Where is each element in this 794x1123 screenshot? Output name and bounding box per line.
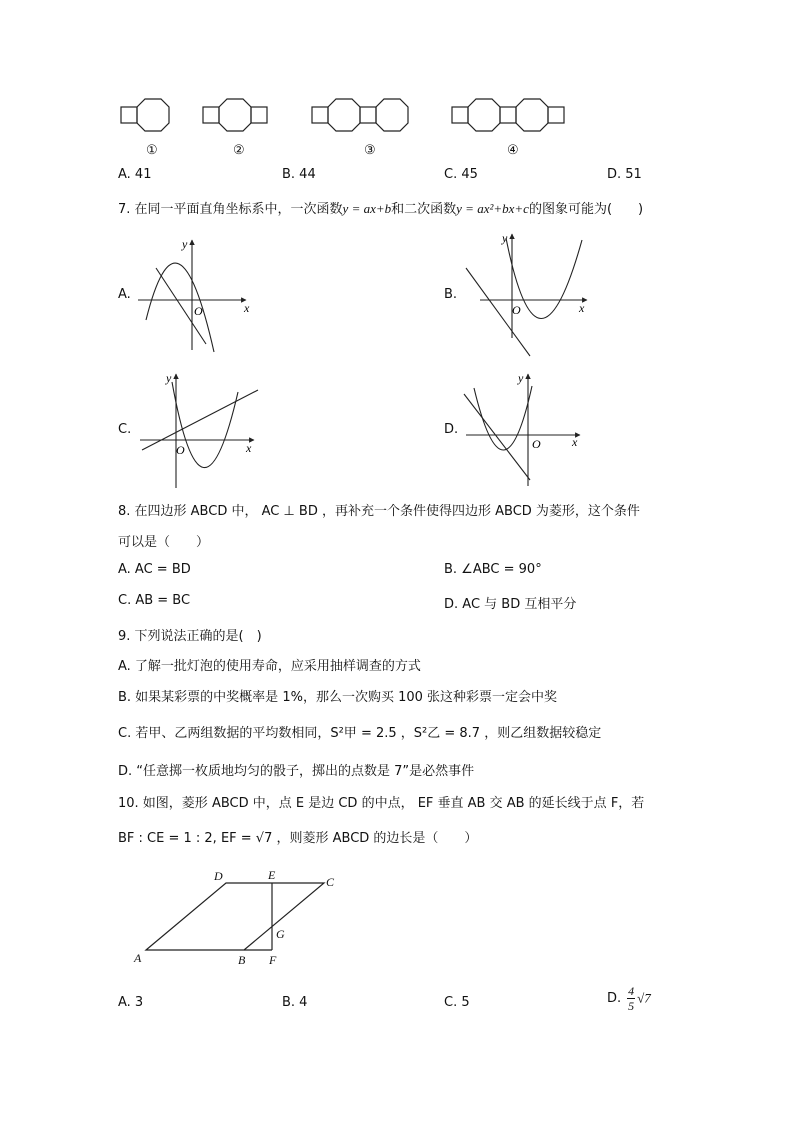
q8-option-a[interactable]: A. AC = BD — [118, 562, 191, 577]
fraction-numerator: 4 — [628, 984, 635, 998]
q10-option-d-letter: D. — [607, 991, 622, 1006]
q8-stem-line1: 8. 在四边形 ABCD 中， AC ⊥ BD ，再补充一个条件使得四边形 ABCD 为菱形，这个条件 — [118, 504, 640, 519]
q7-graph-a[interactable] — [136, 232, 261, 357]
q10-option-d[interactable] — [607, 984, 651, 1013]
q6-figure-label-1: ① — [146, 143, 158, 158]
q7-stem-mid: 和二次函数 — [391, 202, 457, 217]
q8-option-d[interactable]: D. AC 与 BD 互相平分 — [444, 597, 577, 612]
q7-stem-pre: 7. 在同一平面直角坐标系中，一次函数 — [118, 202, 343, 217]
q6-option-d[interactable]: D. 51 — [607, 167, 642, 182]
y-label: y — [518, 371, 524, 385]
rhombus-abcd — [146, 883, 324, 950]
q7-graph-c[interactable] — [136, 368, 266, 493]
x-label: x — [579, 301, 585, 315]
q8-option-c[interactable]: C. AB = BC — [118, 593, 191, 608]
q9-option-b[interactable]: B. 如果某彩票的中奖概率是 1%，那么一次购买 100 张这种彩票一定会中奖 — [118, 690, 558, 705]
q6-pattern-figure — [110, 90, 590, 140]
q9-stem: 9. 下列说法正确的是( ) — [118, 629, 262, 644]
q10-option-a[interactable]: A. 3 — [118, 995, 144, 1010]
q7-stem — [118, 198, 643, 217]
label-g: G — [276, 927, 285, 941]
q7-option-b-letter[interactable]: B. — [444, 287, 458, 302]
pattern-4 — [452, 99, 564, 131]
q10-option-d-fraction — [627, 984, 635, 1013]
origin-label: O — [176, 443, 185, 457]
q10-option-d-radical: √7 — [637, 990, 651, 1006]
line — [464, 394, 530, 480]
q10-option-b[interactable]: B. 4 — [282, 995, 308, 1010]
q7-option-c-letter[interactable]: C. — [118, 422, 132, 437]
q9-option-a[interactable]: A. 了解一批灯泡的使用寿命，应采用抽样调查的方式 — [118, 659, 421, 674]
q10-stem-line1: 10. 如图，菱形 ABCD 中，点 E 是边 CD 的中点， EF 垂直 AB 交 AB 的延长线于点 F，若 — [118, 796, 645, 811]
x-label: x — [572, 435, 578, 449]
y-label: y — [502, 231, 508, 245]
label-d: D — [214, 869, 223, 883]
x-label: x — [244, 301, 250, 315]
label-b: B — [238, 953, 246, 967]
label-e: E — [268, 868, 276, 882]
q7-graph-b[interactable] — [462, 228, 592, 358]
q7-option-d-letter[interactable]: D. — [444, 422, 459, 437]
q6-option-b[interactable]: B. 44 — [282, 167, 316, 182]
label-a: A — [134, 951, 142, 965]
origin-label: O — [532, 437, 541, 451]
q10-option-c[interactable]: C. 5 — [444, 995, 470, 1010]
parabola — [146, 263, 214, 352]
pattern-3 — [312, 99, 408, 131]
line — [142, 390, 258, 450]
pattern-1 — [121, 99, 169, 131]
q7-stem-post: 的图象可能为( ) — [528, 202, 644, 217]
q8-stem-line2: 可以是（ ） — [118, 535, 210, 550]
label-c: C — [326, 875, 335, 889]
q7-expr-linear: y = ax+b — [342, 201, 392, 216]
q6-figure-label-3: ③ — [364, 143, 376, 158]
q10-stem-line2: BF : CE = 1 : 2, EF = √7 ，则菱形 ABCD 的边长是（ ） — [118, 831, 478, 846]
q9-option-c[interactable]: C. 若甲、乙两组数据的平均数相同，S²甲 = 2.5 ，S²乙 = 8.7 ，则乙组数据较稳定 — [118, 726, 602, 741]
origin-label: O — [512, 303, 521, 317]
q6-option-c[interactable]: C. 45 — [444, 167, 478, 182]
q9-option-d[interactable]: D. “任意掷一枚质地均匀的骰子，掷出的点数是 7”是必然事件 — [118, 764, 475, 779]
q7-expr-quadratic: y = ax²+bx+c — [456, 201, 529, 216]
q8-option-b[interactable]: B. ∠ABC = 90° — [444, 562, 542, 577]
y-label: y — [182, 237, 188, 251]
q6-figure-label-2: ② — [233, 143, 245, 158]
q10-rhombus-figure — [128, 866, 348, 971]
q7-option-a-letter[interactable]: A. — [118, 287, 131, 302]
q6-option-a[interactable]: A. 41 — [118, 167, 152, 182]
pattern-2 — [203, 99, 267, 131]
x-label: x — [246, 441, 252, 455]
fraction-denominator: 5 — [628, 999, 635, 1013]
y-label: y — [166, 371, 172, 385]
origin-label: O — [194, 304, 203, 318]
label-f: F — [269, 953, 277, 967]
q6-figure-label-4: ④ — [507, 143, 519, 158]
q7-graph-d[interactable] — [462, 368, 587, 493]
